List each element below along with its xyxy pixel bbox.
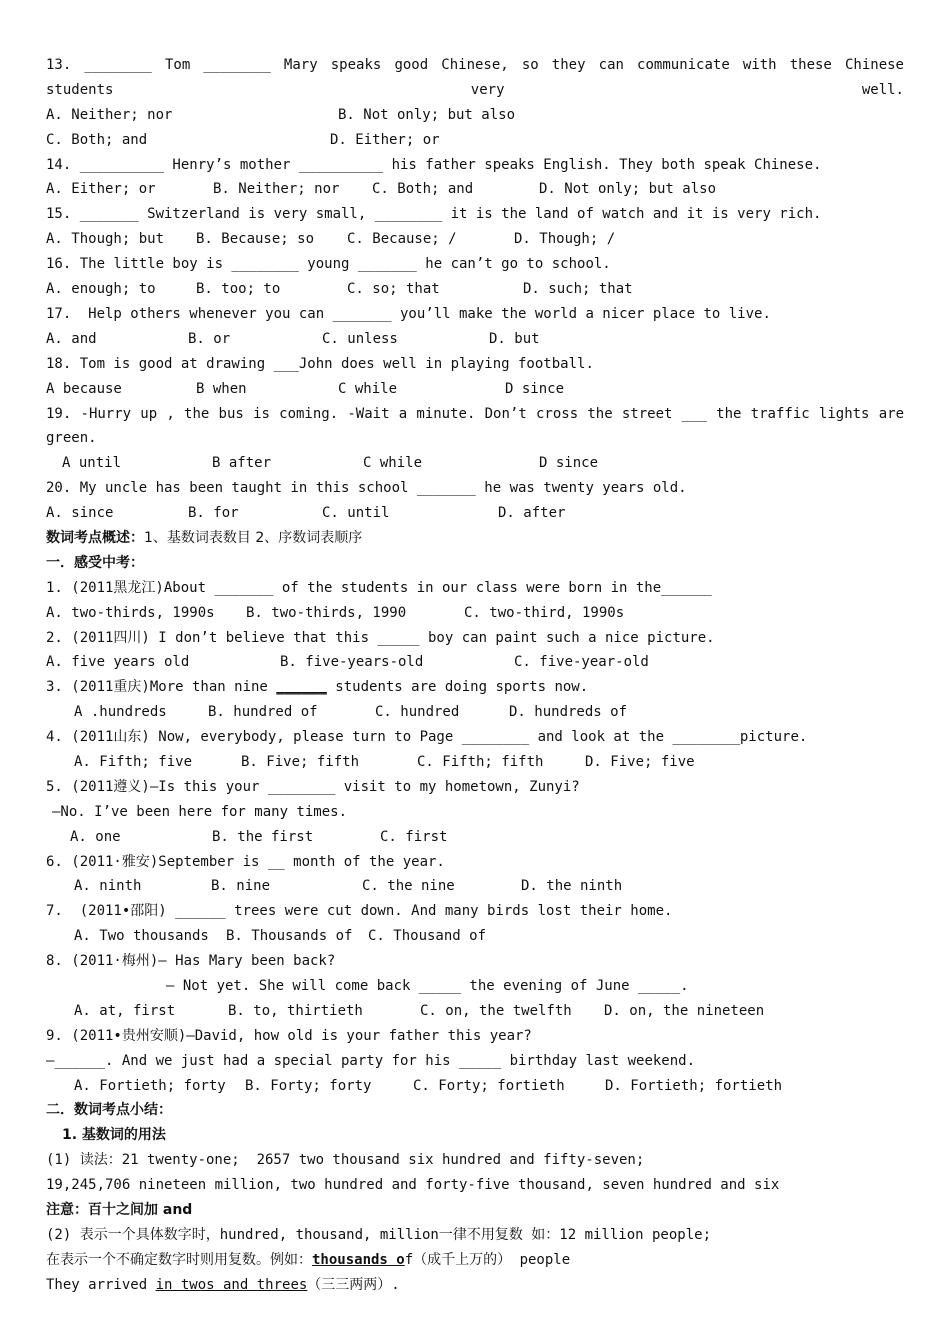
option-a: A. two-thirds, 1990s bbox=[46, 604, 215, 621]
option-a: A. Though; but bbox=[46, 231, 165, 248]
part1-heading: 一．感受中考： bbox=[46, 554, 144, 571]
option-b: B. too; to bbox=[196, 281, 281, 298]
option-c: C. Fifth; fifth bbox=[417, 754, 544, 770]
options bbox=[46, 700, 904, 725]
option-b: B. for bbox=[188, 505, 239, 522]
option-b: B. Not only; but also bbox=[338, 106, 516, 123]
question-18 bbox=[46, 352, 904, 402]
options bbox=[46, 227, 904, 252]
option-a: A. Either; or bbox=[46, 181, 156, 198]
options bbox=[46, 501, 904, 526]
question-text-end: students are doing sports now. bbox=[326, 679, 589, 696]
subsection-heading: 1. 基数词的用法 bbox=[62, 1127, 166, 1144]
rule-1: (1) 读法：21 twenty-one; 2657 two thousand six hundred and fifty-seven; bbox=[46, 1152, 645, 1169]
rule-3 bbox=[46, 1248, 904, 1273]
question-17 bbox=[46, 302, 904, 352]
options bbox=[46, 177, 904, 202]
question-text: 13. ________ Tom ________ Mary speaks good Chinese, so they can communicate with these Chinese students very well. bbox=[46, 57, 904, 98]
option-c: C while bbox=[363, 455, 423, 472]
section-overview-text: 1、基数词表数目 2、序数词表顺序 bbox=[144, 529, 363, 546]
option-d: D. but bbox=[489, 330, 540, 347]
option-b: B. nine bbox=[211, 878, 271, 895]
numeral-question-6 bbox=[46, 850, 904, 900]
rule-4-tail: （三三两两）. bbox=[307, 1276, 400, 1293]
question-text: 16. The little boy is ________ young _______ he can’t go to school. bbox=[46, 256, 611, 273]
question-text: 15. _______ Switzerland is very small, ________ it is the land of watch and it is very rich. bbox=[46, 206, 822, 223]
option-a: A. and bbox=[46, 330, 97, 347]
numeral-question-9 bbox=[46, 1024, 904, 1099]
option-d: D since bbox=[505, 380, 565, 397]
option-c: C. hundred bbox=[375, 704, 460, 721]
question-13 bbox=[46, 53, 904, 153]
option-a: A. Fifth; five bbox=[74, 754, 193, 770]
option-b: B. Forty; forty bbox=[245, 1077, 372, 1094]
question-text: 18. Tom is good at drawing ___John does well in playing football. bbox=[46, 355, 594, 372]
question-reply: —No. I’ve been here for many times. bbox=[52, 803, 348, 820]
question-text: 9. (2011•贵州安顺)—David, how old is your father this year? bbox=[46, 1027, 532, 1044]
option-b: B. five-years-old bbox=[280, 654, 424, 671]
option-c: C. on, the twelfth bbox=[420, 1002, 572, 1019]
question-text-start: 3. (2011重庆)More than nine bbox=[46, 679, 277, 696]
option-c: C. Both; and bbox=[46, 131, 148, 148]
section-overview-title: 数词考点概述： bbox=[46, 529, 144, 546]
question-text: 20. My uncle has been taught in this school _______ he was twenty years old. bbox=[46, 480, 687, 497]
option-b: B. to, thirtieth bbox=[228, 1002, 363, 1019]
option-d: D. Fortieth; fortieth bbox=[605, 1077, 783, 1094]
question-reply: — Not yet. She will come back _____ the evening of June _____. bbox=[166, 978, 689, 995]
options bbox=[46, 451, 904, 476]
question-text: 19. -Hurry up , the bus is coming. -Wait a minute. Don’t cross the street ___ the traffic lights are green. bbox=[46, 405, 904, 447]
question-text: 8. (2011·梅州)— Has Mary been back? bbox=[46, 953, 336, 970]
option-b: B. Five; fifth bbox=[241, 754, 360, 770]
options bbox=[46, 825, 904, 850]
rule-4-text: They arrived bbox=[46, 1276, 156, 1293]
option-b: B. Because; so bbox=[196, 231, 315, 248]
rule-3-tail: f（成千上万的） people bbox=[404, 1251, 571, 1268]
options bbox=[46, 128, 904, 153]
options bbox=[46, 327, 904, 352]
options bbox=[46, 750, 904, 775]
rule-2: (2) 表示一个具体数字时，hundred, thousand, million一律不用复数 如：12 million people; bbox=[46, 1226, 712, 1243]
option-d: D. Either; or bbox=[330, 131, 440, 148]
option-b: B. hundred of bbox=[208, 704, 318, 721]
part2-heading: 二．数词考点小结： bbox=[46, 1102, 172, 1119]
option-c: C. Thousand of bbox=[368, 928, 487, 945]
option-a: A. Two thousands bbox=[74, 928, 209, 945]
question-text: 2. (2011四川) I don’t believe that this _____ boy can paint such a nice picture. bbox=[46, 629, 715, 646]
option-d: D. hundreds of bbox=[509, 704, 628, 721]
options bbox=[46, 924, 904, 949]
option-c: C. so; that bbox=[347, 281, 440, 298]
option-c: C. the nine bbox=[362, 878, 455, 895]
option-d: D. Not only; but also bbox=[539, 181, 717, 198]
option-c: C while bbox=[338, 380, 398, 397]
option-a: A. at, first bbox=[74, 1002, 176, 1019]
option-d: D since bbox=[539, 455, 599, 472]
option-b: B. Neither; nor bbox=[213, 181, 340, 198]
numeral-question-3 bbox=[46, 675, 904, 725]
question-reply: —______. And we just had a special party for his _____ birthday last weekend. bbox=[46, 1052, 696, 1069]
option-b: B. the first bbox=[212, 828, 314, 845]
question-20 bbox=[46, 476, 904, 526]
question-text: 6. (2011·雅安)September is __ month of the year. bbox=[46, 853, 445, 870]
rule-4-highlight: in twos and threes bbox=[155, 1276, 308, 1293]
option-a: A. enough; to bbox=[46, 281, 156, 298]
numeral-question-5 bbox=[46, 775, 904, 850]
option-d: D. such; that bbox=[523, 281, 633, 298]
option-b: B. two-thirds, 1990 bbox=[246, 604, 407, 621]
options bbox=[46, 1074, 904, 1099]
answer-blank: ______ bbox=[276, 679, 327, 696]
option-d: D. the ninth bbox=[521, 878, 623, 895]
option-b: B. or bbox=[188, 330, 231, 347]
question-text: 1. (2011黑龙江)About _______ of the students in our class were born in the______ bbox=[46, 579, 712, 596]
options bbox=[46, 601, 904, 626]
option-d: D. Five; five bbox=[585, 754, 695, 770]
option-c: C. Because; / bbox=[347, 231, 457, 248]
question-text: 4. (2011山东) Now, everybody, please turn to Page ________ and look at the ________picture. bbox=[46, 729, 808, 746]
option-b: B after bbox=[212, 455, 272, 472]
option-a: A. Neither; nor bbox=[46, 106, 173, 123]
option-c: C. Both; and bbox=[372, 181, 474, 198]
rule-3-highlight: thousands o bbox=[312, 1251, 405, 1268]
option-a: A. since bbox=[46, 505, 114, 522]
question-19 bbox=[46, 402, 904, 477]
question-15 bbox=[46, 202, 904, 252]
option-a: A .hundreds bbox=[74, 704, 167, 721]
option-b: B when bbox=[196, 380, 247, 397]
option-c: C. Forty; fortieth bbox=[413, 1077, 565, 1094]
option-a: A. ninth bbox=[74, 878, 142, 895]
option-d: D. on, the nineteen bbox=[604, 1002, 765, 1019]
option-c: C. unless bbox=[322, 330, 398, 347]
option-a: A until bbox=[62, 455, 122, 472]
option-b: B. Thousands of bbox=[226, 928, 353, 945]
options bbox=[46, 377, 904, 402]
numeral-question-7 bbox=[46, 899, 904, 949]
option-a: A. one bbox=[70, 828, 121, 845]
question-text: 17. Help others whenever you can _______ you’ll make the world a nicer place to live. bbox=[46, 305, 771, 322]
option-d: D. Though; / bbox=[514, 231, 616, 248]
option-a: A because bbox=[46, 380, 122, 397]
numeral-question-1 bbox=[46, 576, 904, 626]
option-c: C. until bbox=[322, 505, 390, 522]
options bbox=[46, 103, 904, 128]
rule-3-text: 在表示一个不确定数字时则用复数。例如： bbox=[46, 1251, 312, 1268]
options bbox=[46, 650, 904, 675]
question-text bbox=[46, 675, 904, 700]
options bbox=[46, 999, 904, 1024]
question-text: 5. (2011遵义)—Is this your ________ visit to my hometown, Zunyi? bbox=[46, 778, 580, 795]
option-a: A. Fortieth; forty bbox=[74, 1077, 226, 1094]
rule-4 bbox=[46, 1273, 904, 1298]
question-text: 14. __________ Henry’s mother __________ his father speaks English. They both speak Chinese. bbox=[46, 156, 822, 173]
numeral-question-4 bbox=[46, 725, 904, 775]
numeral-question-8 bbox=[46, 949, 904, 1024]
option-c: C. two-third, 1990s bbox=[464, 604, 625, 621]
question-text: 7. (2011•邵阳) ______ trees were cut down. And many birds lost their home. bbox=[46, 903, 673, 920]
rule-1-example: 19,245,706 nineteen million, two hundred and forty-five thousand, seven hundred and six bbox=[46, 1177, 780, 1194]
option-c: C. five-year-old bbox=[514, 654, 649, 671]
option-d: D. after bbox=[498, 505, 566, 522]
options bbox=[46, 277, 904, 302]
note: 注意：百十之间加 and bbox=[46, 1202, 193, 1219]
numeral-question-2 bbox=[46, 626, 904, 676]
options bbox=[46, 874, 904, 899]
question-16 bbox=[46, 252, 904, 302]
option-c: C. first bbox=[380, 828, 448, 845]
question-14 bbox=[46, 153, 904, 203]
option-a: A. five years old bbox=[46, 654, 190, 671]
section-overview bbox=[46, 526, 904, 551]
